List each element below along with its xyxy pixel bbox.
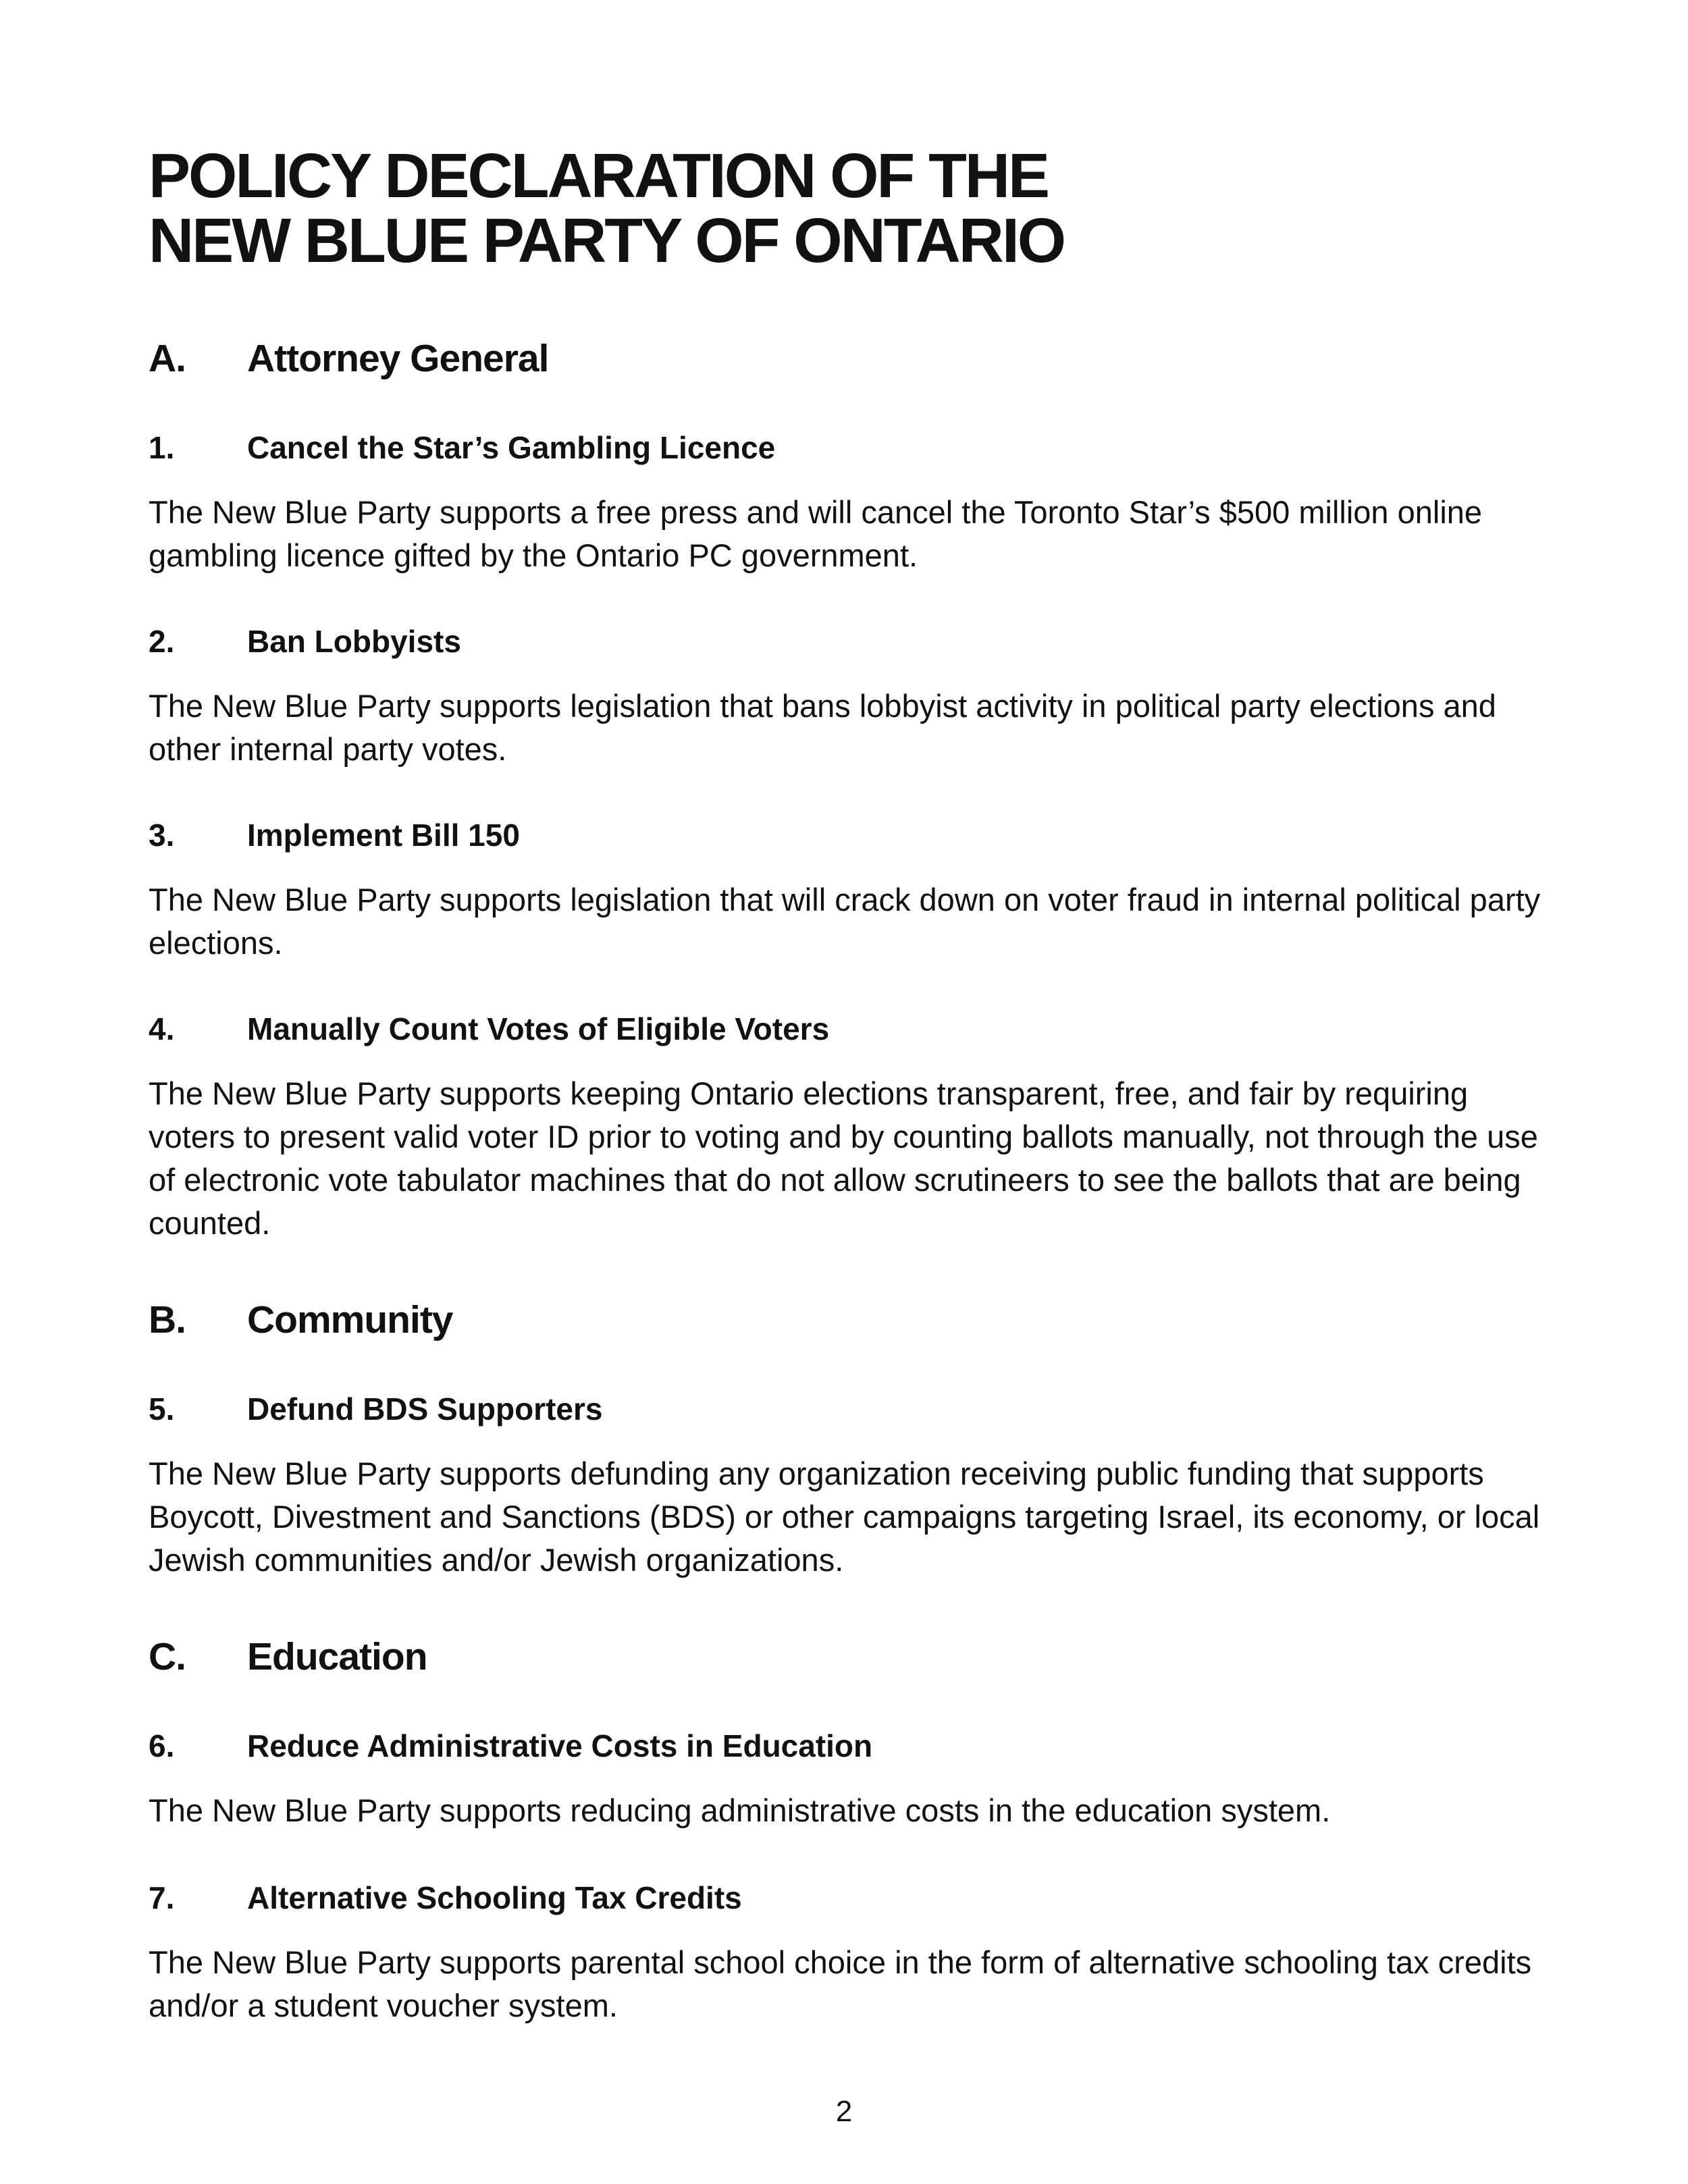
item-heading-4 bbox=[149, 1009, 829, 1049]
item-text-5: The New Blue Party supports defunding any organization receiving public funding that supports Boycott, Divestment and Sanctions (BDS) or other campaigns targeting Israel, its economy, or local Jewish communities and/or Jewish organizations. bbox=[149, 1456, 1540, 1578]
item-number: 4. bbox=[149, 1011, 175, 1046]
section-letter: C. bbox=[149, 1635, 186, 1678]
item-title: Reduce Administrative Costs in Education bbox=[247, 1728, 873, 1763]
item-number: 1. bbox=[149, 430, 175, 465]
item-text-4: The New Blue Party supports keeping Ontario elections transparent, free, and fair by requiring voters to present valid voter ID prior to voting and by counting ballots manually, not through the use of electronic vote tabulator machines that do not allow scrutineers to see the ballots that are being counted. bbox=[149, 1075, 1538, 1241]
item-number: 3. bbox=[149, 818, 175, 853]
item-heading-5 bbox=[149, 1389, 602, 1429]
item-text-1: The New Blue Party supports a free press and will cancel the Toronto Star’s $500 million online gambling licence gifted by the Ontario PC government. bbox=[149, 494, 1483, 573]
page-number: 2 bbox=[835, 2095, 853, 2128]
section-title: Education bbox=[247, 1635, 427, 1678]
section-title: Community bbox=[247, 1298, 453, 1341]
item-title: Ban Lobbyists bbox=[247, 624, 461, 659]
item-title: Cancel the Star’s Gambling Licence bbox=[247, 430, 776, 465]
item-number: 7. bbox=[149, 1880, 175, 1915]
section-heading-education bbox=[149, 1633, 427, 1680]
section-letter: B. bbox=[149, 1298, 186, 1341]
item-number: 5. bbox=[149, 1391, 175, 1427]
item-text-6: The New Blue Party supports reducing administrative costs in the education system. bbox=[149, 1792, 1331, 1828]
item-heading-1 bbox=[149, 427, 775, 468]
section-letter: A. bbox=[149, 337, 186, 380]
item-title: Defund BDS Supporters bbox=[247, 1391, 603, 1427]
section-heading-attorney-general bbox=[149, 335, 548, 382]
item-text-7: The New Blue Party supports parental school choice in the form of alternative schooling tax credits and/or a student voucher system. bbox=[149, 1944, 1532, 2023]
section-heading-community bbox=[149, 1296, 453, 1343]
item-title: Manually Count Votes of Eligible Voters bbox=[247, 1011, 830, 1046]
item-heading-3 bbox=[149, 815, 520, 855]
item-heading-7 bbox=[149, 1877, 742, 1918]
document-title bbox=[149, 140, 1566, 275]
item-title: Implement Bill 150 bbox=[247, 818, 520, 853]
item-title: Alternative Schooling Tax Credits bbox=[247, 1880, 742, 1915]
document-title-line-2: NEW BLUE PARTY OF ONTARIO bbox=[149, 205, 1065, 275]
item-number: 6. bbox=[149, 1728, 175, 1763]
item-text-2: The New Blue Party supports legislation that bans lobbyist activity in political party elections and other internal party votes. bbox=[149, 688, 1496, 767]
item-text-3: The New Blue Party supports legislation that will crack down on voter fraud in internal political party elections. bbox=[149, 882, 1541, 961]
section-title: Attorney General bbox=[247, 337, 549, 380]
item-number: 2. bbox=[149, 624, 175, 659]
item-heading-2 bbox=[149, 621, 461, 662]
item-heading-6 bbox=[149, 1726, 872, 1766]
document-title-line-1: POLICY DECLARATION OF THE bbox=[149, 140, 1049, 211]
